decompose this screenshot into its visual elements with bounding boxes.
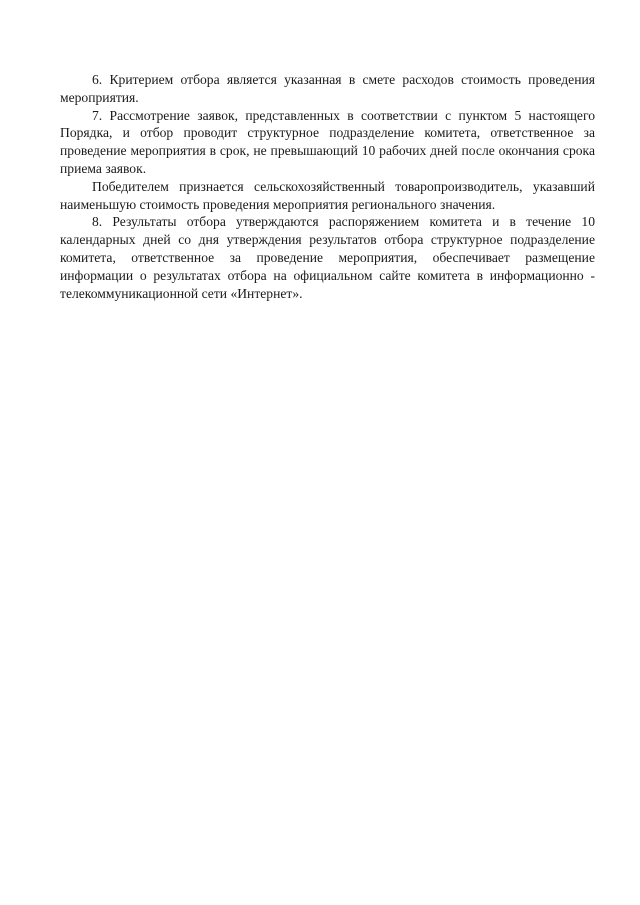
paragraph-6-selection-criterion: 6. Критерием отбора является указанная в смете расходов стоимость проведения мероприятия. xyxy=(60,72,595,105)
document-body xyxy=(60,71,595,302)
paragraph-7-application-review: 7. Рассмотрение заявок, представленных в соответствии с пунктом 5 настоящего Порядка, и отбор проводит структурное подразделение комитета, ответственное за проведение мероприятия в срок, не превышающий 10 рабочих дней после окончания срока приема заявок. xyxy=(60,107,595,176)
paragraph-winner-definition: Победителем признается сельскохозяйственный товаропроизводитель, указавший наименьшую стоимость проведения мероприятия регионального значения. xyxy=(60,178,595,212)
paragraph-8-results-approval: 8. Результаты отбора утверждаются распоряжением комитета и в течение 10 календарных дней со дня утверждения результатов отбора структурное подразделение комитета, ответственное за проведение мероприятия, обеспечивает размещение информации о результатах отбора на официальном сайте комитета в информационно - телекоммуникационной сети «Интернет». xyxy=(60,214,595,301)
